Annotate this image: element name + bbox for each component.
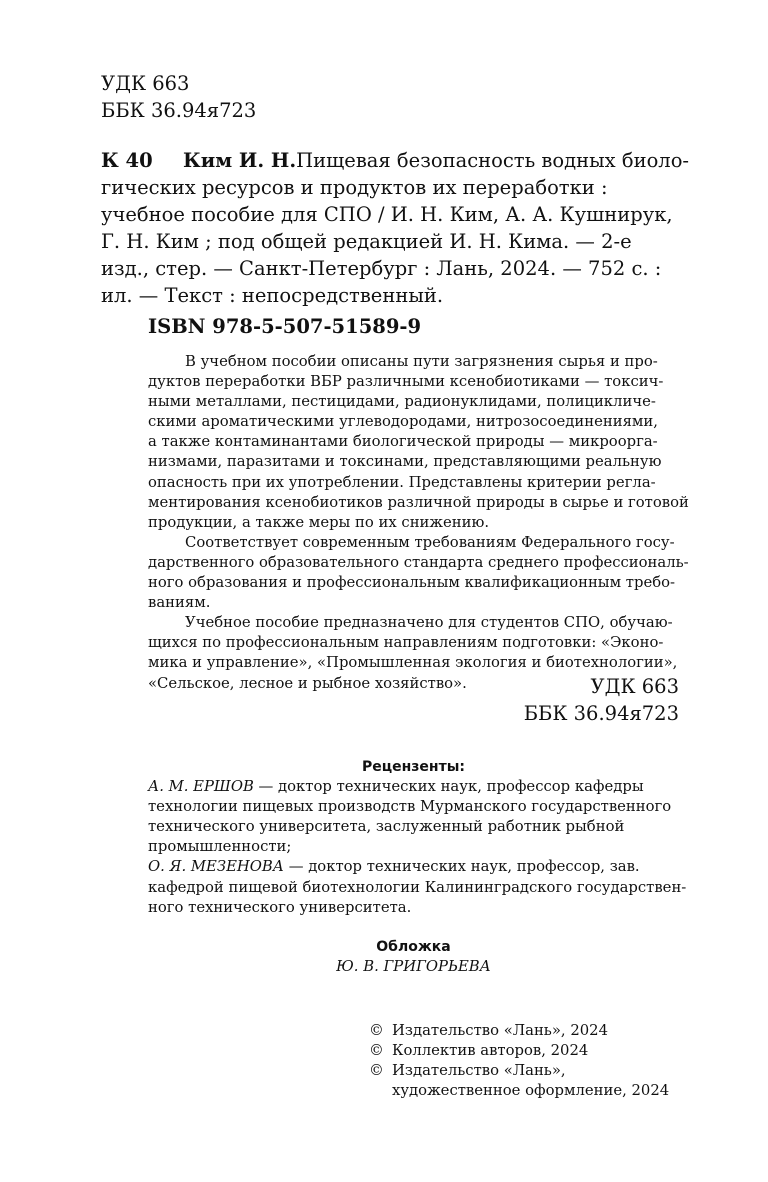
annotation-line: а также контаминантами биологической природы — микроорга- (148, 433, 658, 451)
bbk-code: ББК 36.94я723 (101, 99, 257, 122)
reviewer-line: технического университета, заслуженный работник рыбной (148, 818, 625, 836)
copyright-block (369, 1021, 669, 1101)
copyright-icon: © (369, 1062, 384, 1080)
reviewer-line: ного технического университета. (148, 898, 412, 916)
entry-author: Ким И. Н. (183, 149, 297, 172)
bbk-code: ББК 36.94я723 (523, 702, 679, 725)
copyright-line: © Издательство «Лань», (369, 1061, 669, 1081)
copyright-line: © Издательство «Лань», 2024 (369, 1021, 669, 1041)
annotation-line: щихся по профессиональным направлениям подготовки: «Эконо- (148, 634, 664, 652)
annotation-line: дарственного образовательного стандарта среднего профессиональ- (148, 553, 689, 571)
copyright-icon: © (369, 1042, 384, 1060)
annotation-line: «Сельское, лесное и рыбное хозяйство». (148, 674, 467, 692)
reviewer-line: промышленности; (148, 838, 292, 856)
cover-designer: Ю. В. ГРИГОРЬЕВА (336, 958, 491, 976)
reviewer-line: кафедрой пищевой биотехнологии Калининградского государствен- (148, 878, 687, 896)
author-mark: К 40 (101, 149, 153, 172)
reviewer-line: технологии пищевых производств Мурманского государственного (148, 798, 672, 816)
copyright-icon: © (369, 1022, 384, 1039)
annotation-line: ваниям. (148, 594, 211, 612)
annotation-line: низмами, паразитами и токсинами, представляющими реальную (148, 453, 662, 471)
udk-code: УДК 663 (101, 72, 190, 95)
udk-block-bottom (524, 673, 679, 727)
entry-line-3: учебное пособие для СПО / И. Н. Ким, А. А. Кушнирук, (101, 203, 673, 226)
udk-code: УДК 663 (590, 675, 679, 698)
annotation-line: Учебное пособие предназначено для студентов СПО, обучаю- (185, 614, 673, 632)
annotation-line: В учебном пособии описаны пути загрязнения сырья и про- (185, 353, 658, 370)
annotation-line: мика и управление», «Промышленная экология и биотехнологии», (148, 654, 678, 672)
cover-heading: Обложка (376, 939, 451, 955)
entry-line-4: Г. Н. Ким ; под общей редакцией И. Н. Кима. — 2-е (101, 230, 632, 253)
annotation-line: продукции, а также меры по их снижению. (148, 513, 490, 531)
annotation-line: ными металлами, пестицидами, радионуклидами, полицикличе- (148, 393, 656, 411)
annotation-line: Соответствует современным требованиям Федерального госу- (185, 533, 675, 551)
isbn: ISBN 978-5-507-51589-9 (148, 315, 422, 338)
udk-block-top (101, 70, 256, 124)
copyright-line: © Коллектив авторов, 2024 (369, 1041, 669, 1061)
entry-line-5: изд., стер. — Санкт-Петербург : Лань, 2024. — 752 с. : (101, 257, 662, 280)
reviewer-name: О. Я. МЕЗЕНОВА (148, 858, 284, 876)
reviewers-block (148, 757, 687, 918)
entry-title-start: Пищевая безопасность водных биоло- (296, 149, 690, 172)
reviewers-heading: Рецензенты: (362, 759, 465, 775)
copyright-line: художественное оформление, 2024 (392, 1082, 670, 1100)
annotation-line: ментирования ксенобиотиков различной природы в сырье и готовой (148, 493, 689, 511)
cover-credit (148, 937, 679, 977)
annotation-line: ного образования и профессиональным квалификационным требо- (148, 574, 676, 592)
reviewer-line: А. М. ЕРШОВ — доктор технических наук, профессор кафедры (148, 778, 644, 796)
annotation-line: скими ароматическими углеводородами, нитрозосоединениями, (148, 413, 658, 431)
bibliographic-entry (101, 147, 690, 309)
reviewer-line: О. Я. МЕЗЕНОВА — доктор технических наук, профессор, зав. (148, 858, 640, 876)
annotation (148, 352, 689, 694)
reviewer-name: А. М. ЕРШОВ (148, 778, 254, 796)
entry-line-2: гических ресурсов и продуктов их переработки : (101, 176, 608, 199)
entry-line-1 (183, 147, 690, 174)
annotation-line: опасность при их употреблении. Представлены критерии регла- (148, 473, 656, 491)
entry-line-6: ил. — Текст : непосредственный. (101, 284, 444, 307)
annotation-line: дуктов переработки ВБР различными ксенобиотиками — токсич- (148, 373, 664, 391)
